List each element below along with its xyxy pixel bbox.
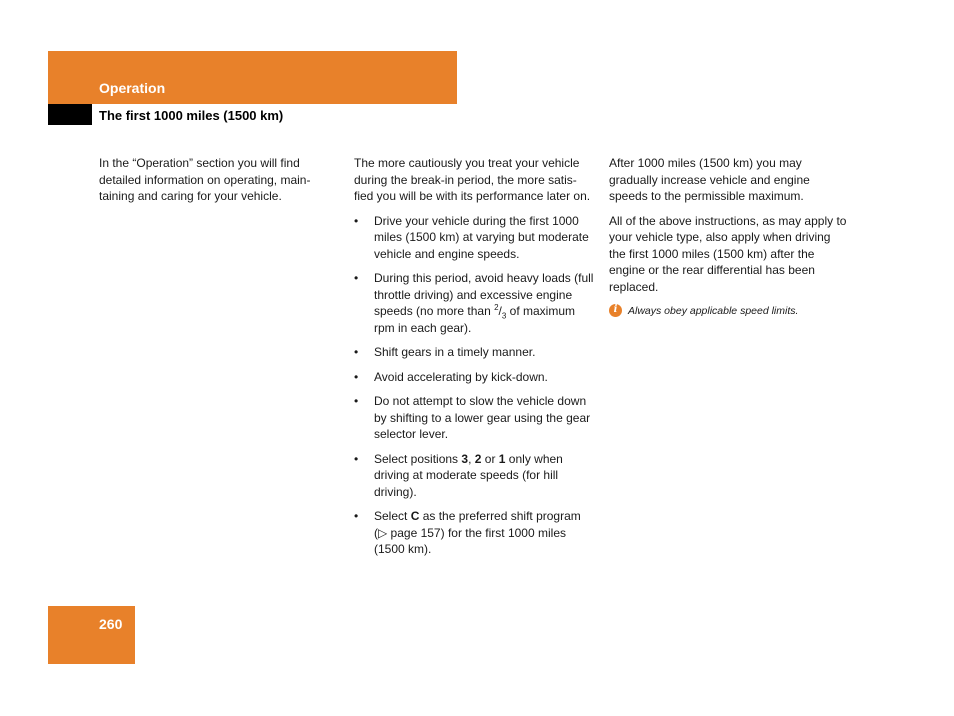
fraction-numerator: 2 (494, 303, 499, 312)
column-after-break-in (609, 155, 849, 320)
list-item-text: Do not attempt to slow the vehicle down by shifting to a lower gear using the gear selector lever. (374, 394, 591, 441)
bullet-icon: • (354, 369, 359, 384)
info-note-text: Always obey applicable speed limits. (628, 305, 799, 317)
bullet-icon: • (354, 394, 359, 408)
column-intro (99, 155, 331, 213)
info-note (609, 303, 849, 320)
intro-paragraph: In the “Operation” section you will find detailed information on operating, main-taining and caring for your vehicle. (99, 156, 311, 203)
section-title: Operation (99, 80, 166, 96)
applicability-paragraph: All of the above instructions, as may apply to your vehicle type, also apply when driving the first 1000 miles (1500 km) after the engine or the rear differential has been replaced. (609, 213, 847, 294)
list-item (354, 213, 594, 263)
gear-position-1: 1 (498, 451, 506, 466)
list-item-text: Drive your vehicle during the first 1000 miles (1500 km) at varying but moderate vehicle and engine speeds. (374, 213, 589, 261)
bullet-icon: • (354, 451, 359, 466)
list-item (354, 393, 594, 443)
list-item (354, 344, 594, 361)
gear-position-3: 3 (461, 451, 469, 466)
bullet-icon: • (354, 345, 359, 359)
list-item-text: Shift gears in a timely manner. (374, 345, 536, 359)
column-break-in (354, 155, 594, 566)
shift-program-c: C (410, 509, 420, 523)
gear-position-2: 2 (474, 451, 482, 466)
list-item (354, 451, 594, 501)
page-number-box (48, 606, 135, 664)
break-in-intro: The more cautiously you treat your vehicle during the break-in period, the more satis-fied you will be with its performance later on. (354, 156, 591, 203)
page-number: 260 (99, 616, 123, 632)
after-break-in-paragraph: After 1000 miles (1500 km) you may gradually increase vehicle and engine speeds to the permissible maximum. (609, 156, 810, 203)
list-item (354, 270, 594, 336)
section-marker-tab (48, 104, 92, 125)
info-icon: i (609, 304, 622, 317)
list-item-text: During this period, avoid heavy loads (full throttle driving) and excessive engine speeds (no more than $^2/_3$ of maximum rpm in each gear). (374, 271, 594, 335)
section-header-bar (48, 51, 457, 104)
list-item (354, 508, 594, 558)
fraction-slash: / (498, 304, 502, 318)
list-item-text: Select positions 3, 2 or 1 only when driving at moderate speeds (for hill driving). (374, 451, 563, 499)
bullet-icon: • (354, 213, 359, 228)
fraction-denominator: 3 (501, 311, 507, 321)
bullet-icon: • (354, 271, 359, 285)
break-in-list (354, 213, 594, 558)
list-item-text: Select C as the preferred shift program (▷ page 157) for the first 1000 miles (1500 km). (374, 509, 581, 556)
bullet-icon: • (354, 509, 359, 523)
subsection-title: The first 1000 miles (1500 km) (99, 108, 284, 123)
list-item (354, 369, 594, 386)
list-item-text: Avoid accelerating by kick-down. (374, 369, 548, 384)
